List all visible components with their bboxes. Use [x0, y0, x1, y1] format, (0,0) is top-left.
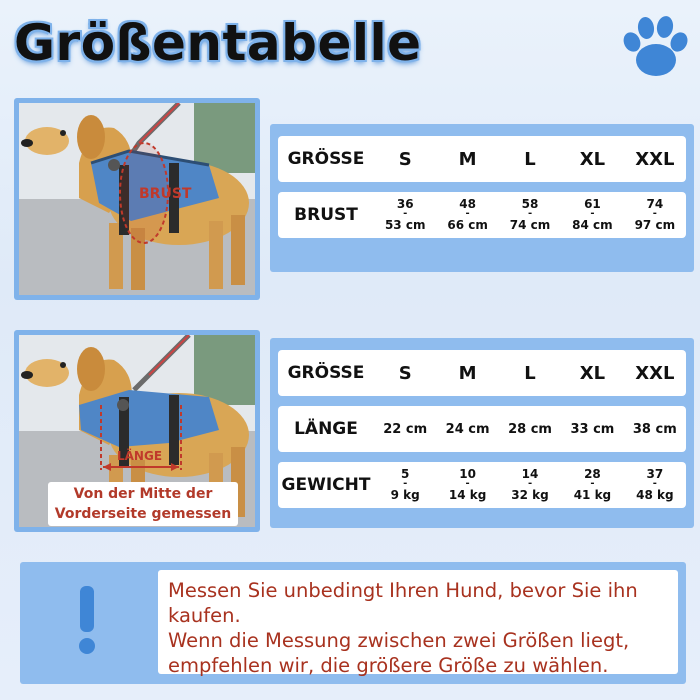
chest-row	[278, 192, 686, 238]
chest-measure-label: BRUST	[139, 186, 192, 202]
range-high: 74 cm	[509, 218, 551, 232]
range-low: 10	[459, 467, 476, 481]
size-cell: L	[524, 148, 536, 170]
size-cell: M	[458, 362, 477, 384]
range-high: 66 cm	[447, 218, 488, 232]
range-dash: -	[527, 208, 533, 219]
range-high: 48 kg	[636, 488, 674, 502]
weight-row	[278, 462, 686, 508]
size-cell: M	[458, 148, 477, 170]
range-high: 84 cm	[572, 218, 613, 232]
chest-range-cell	[624, 198, 686, 232]
notice-text-box	[158, 570, 678, 677]
notice-line: empfehlen wir, die größere Größe zu wählen.	[168, 654, 609, 677]
range-high: 41 kg	[573, 488, 612, 502]
range-high: 53 cm	[384, 218, 426, 232]
range-low: 58	[521, 197, 539, 211]
range-low: 14	[521, 467, 539, 481]
paw-icon	[618, 14, 690, 82]
weight-range-cell	[436, 468, 498, 502]
range-dash: -	[403, 478, 408, 489]
weight-range-cell	[561, 468, 623, 502]
length-row	[278, 406, 686, 452]
weight-row-label: GEWICHT	[281, 475, 371, 495]
notice-line: kaufen.	[168, 604, 241, 627]
size-cell: XXL	[635, 362, 675, 384]
length-cell: 33 cm	[570, 421, 615, 437]
caption-line: Vorderseite gemessen	[54, 506, 232, 522]
range-dash: -	[652, 208, 657, 219]
length-row-label: LÄNGE	[294, 419, 358, 439]
length-measure-label: LÄNGE	[117, 449, 163, 463]
range-dash: -	[590, 478, 595, 489]
dog-photo-chest	[14, 98, 260, 300]
range-dash: -	[590, 208, 595, 219]
page-title: Größentabelle	[14, 14, 422, 72]
range-dash: -	[652, 478, 657, 489]
notice-line: Wenn die Messung zwischen zwei Größen liegt,	[168, 629, 630, 652]
size-header-row	[278, 136, 686, 182]
chest-range-cell	[561, 198, 623, 232]
chest-size-table	[270, 124, 694, 272]
range-low: 61	[584, 197, 601, 211]
range-high: 9 kg	[390, 488, 420, 502]
size-cell: L	[524, 362, 536, 384]
chest-range-cell	[499, 198, 561, 232]
size-cell: XL	[579, 362, 606, 384]
length-cell: 24 cm	[445, 421, 490, 437]
size-header-row	[278, 350, 686, 396]
weight-range-cell	[499, 468, 561, 502]
size-cell: XL	[579, 148, 606, 170]
range-high: 32 kg	[511, 488, 549, 502]
size-cell: S	[398, 362, 412, 384]
range-low: 48	[459, 197, 476, 211]
range-high: 14 kg	[448, 488, 487, 502]
notice-banner	[20, 562, 686, 684]
chest-range-cell	[374, 198, 436, 232]
range-low: 36	[396, 197, 414, 211]
length-cell: 38 cm	[632, 421, 677, 437]
weight-range-cell	[624, 468, 686, 502]
range-high: 97 cm	[634, 218, 676, 232]
size-header-label: GRÖSSE	[287, 363, 365, 383]
exclamation-icon	[76, 586, 98, 656]
caption-line: Von der Mitte der	[73, 486, 213, 502]
chest-range-cell	[436, 198, 498, 232]
length-measure-caption	[48, 482, 238, 526]
weight-range-cell	[374, 468, 436, 502]
range-low: 74	[646, 197, 664, 211]
size-header-label: GRÖSSE	[287, 149, 365, 169]
length-cell: 28 cm	[508, 421, 552, 437]
range-low: 28	[584, 467, 601, 481]
size-cell: S	[398, 148, 412, 170]
range-dash: -	[465, 208, 470, 219]
range-dash: -	[403, 208, 408, 219]
chest-row-label: BRUST	[294, 205, 358, 225]
length-cell: 22 cm	[383, 421, 428, 437]
range-dash: -	[465, 478, 470, 489]
range-low: 37	[646, 467, 664, 481]
range-dash: -	[527, 478, 533, 489]
range-low: 5	[401, 467, 410, 481]
notice-line: Messen Sie unbedingt Ihren Hund, bevor Sie ihn	[168, 579, 638, 602]
size-cell: XXL	[635, 148, 675, 170]
length-weight-table	[270, 338, 694, 528]
